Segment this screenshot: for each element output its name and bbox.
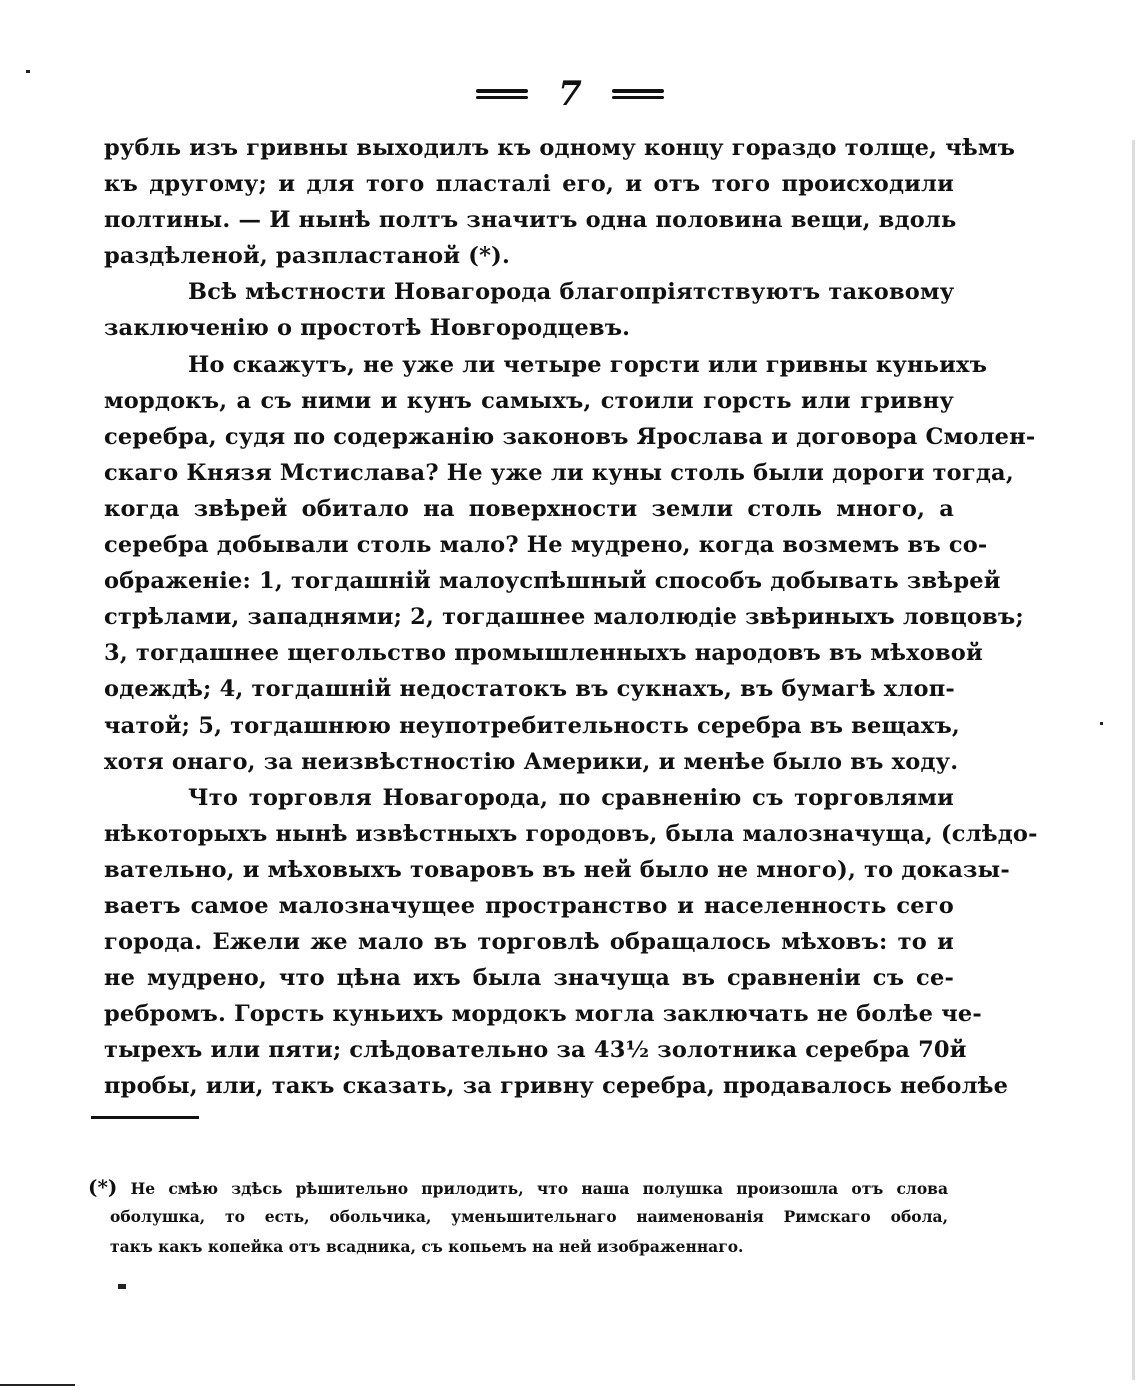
page-header <box>0 74 1140 114</box>
footnote-line: Не смѣю здѣсь рѣшительно прилодить, что наша полушка произошла отъ слова <box>130 1179 948 1198</box>
text-line: рубль изъ гривны выходилъ къ одному концу гораздо толще, чѣмъ <box>104 135 1016 161</box>
text-line: не мудрено, что цѣна ихъ была значуща въ сравненіи съ се- <box>104 965 954 992</box>
text-line: скаго Князя Мстислава? Не уже ли куны столь были дороги тогда, <box>104 459 1014 486</box>
text-line: заключенію о простотѣ Новгородцевъ. <box>104 315 631 342</box>
text-line: хотя онаго, за неизвѣстностію Америки, и менѣе было въ ходу. <box>104 748 959 775</box>
footnote-mark: (*) <box>88 1175 118 1199</box>
scan-speck <box>0 1384 75 1386</box>
text-line: Но скажутъ, не уже ли четыре горсти или гривны куньихъ <box>188 351 988 378</box>
header-ornament-left <box>476 89 528 99</box>
text-line: вательно, и мѣховыхъ товаровъ въ ней было не много), то доказы- <box>104 856 1010 883</box>
text-line: одеждѣ; 4, тогдашній недостатокъ въ сукнахъ, въ бумагѣ хлоп- <box>104 676 955 703</box>
text-line: мордокъ, а съ ними и кунъ самыхъ, стоили горсть или гривну <box>104 387 954 414</box>
scan-speck <box>1132 140 1135 1380</box>
scan-speck <box>26 70 30 73</box>
text-line: ваетъ самое малозначущее пространство и населенность сего <box>104 892 954 919</box>
scan-speck <box>1100 722 1103 725</box>
text-line: раздѣленой, разпластаной (*). <box>104 243 510 270</box>
text-line: серебра, судя по содержанію законовъ Ярослава и договора Смолен- <box>104 423 1036 450</box>
text-line: полтины. — И нынѣ полтъ значитъ одна половина вещи, вдоль <box>104 207 957 234</box>
footnote-line: такъ какъ копейка отъ всадника, съ копьемъ на ней изображеннаго. <box>110 1237 744 1256</box>
header-ornament-right <box>612 89 664 99</box>
text-line: Что торговля Новагорода, по сравненію съ торговлями <box>188 784 954 811</box>
text-line: къ другому; и для того пласталі его, и отъ того происходили <box>104 171 954 198</box>
text-line: нѣкоторыхъ нынѣ извѣстныхъ городовъ, была малозначуща, (слѣдо- <box>104 820 1038 847</box>
text-line: пробы, или, такъ сказать, за гривну серебра, продавалось неболѣе <box>104 1073 1009 1100</box>
text-line: города. Ежели же мало въ торговлѣ обращалось мѣховъ: то и <box>104 929 954 956</box>
footnote-separator <box>91 1116 199 1119</box>
text-line: чатой; 5, тогдашнюю неупотребительность серебра въ вещахъ, <box>104 712 960 739</box>
text-line: ображеніе: 1, тогдашній малоуспѣшный способъ добывать звѣрей <box>104 568 1001 595</box>
text-line: стрѣлами, западнями; 2, тогдашнее малолюдіе звѣриныхъ ловцовъ; <box>104 604 1024 631</box>
page-number: 7 <box>558 74 582 114</box>
text-line: Всѣ мѣстности Новагорода благопріятствуютъ таковому <box>188 279 955 306</box>
text-line: тырехъ или пяти; слѣдовательно за 43½ золотника серебра 70й <box>104 1037 967 1064</box>
footnote <box>88 1172 948 1262</box>
text-line: серебра добывали столь мало? Не мудрено, когда возмемъ въ со- <box>104 532 988 559</box>
main-text <box>104 130 1038 1105</box>
scan-speck <box>118 1284 126 1289</box>
text-line: когда звѣрей обитало на поверхности земли столь много, а <box>104 495 954 522</box>
text-line: ребромъ. Горсть куньихъ мордокъ могла заключать не болѣе че- <box>104 1001 982 1028</box>
footnote-line: оболушка, то есть, обольчика, уменьшительнаго наименованія Римскаго обола, <box>110 1207 948 1226</box>
text-line: 3, тогдашнее щегольство промышленныхъ народовъ въ мѣховой <box>104 640 983 667</box>
